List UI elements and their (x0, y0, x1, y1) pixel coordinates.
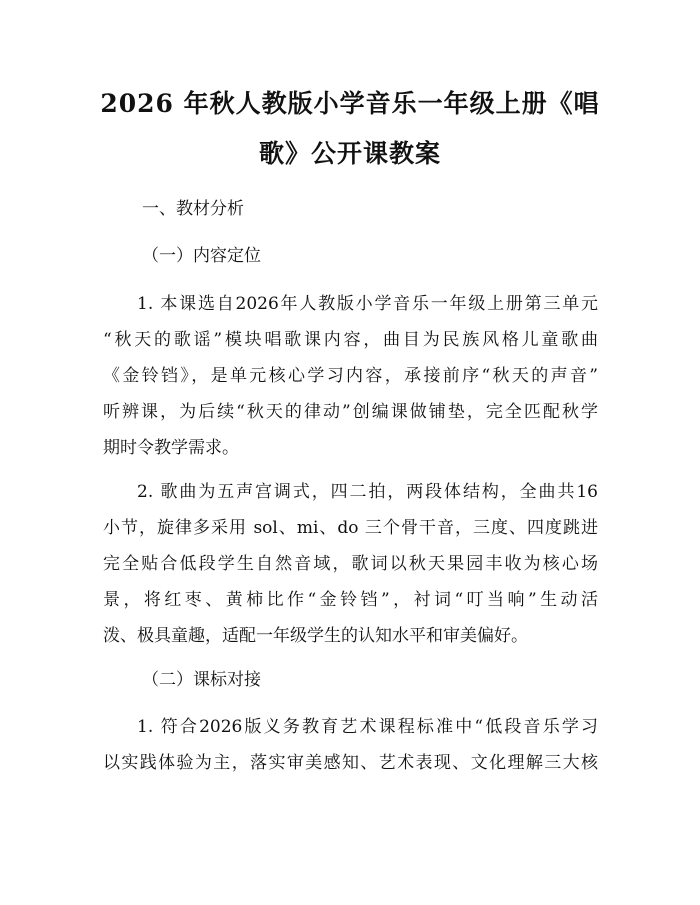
paragraph-1-line-2: “秋天的歌谣”模块唱歌课内容，曲目为民族风格儿童歌曲 (103, 330, 598, 350)
document-title-line-2: 歌》公开课教案 (258, 139, 441, 168)
paragraph-3-line-2: 以实践体验为主，落实审美感知、艺术表现、文化理解三大核 (103, 753, 598, 773)
subsection-heading-content-positioning: （一）内容定位 (142, 246, 261, 266)
paragraph-2-line-1: 2. 歌曲为五声宫调式，四二拍，两段体结构，全曲共16 (137, 482, 598, 502)
paragraph-1-line-5: 期时令教学需求。 (103, 438, 239, 458)
paragraph-3-line-1: 1. 符合2026版义务教育艺术课程标准中“低段音乐学习 (137, 717, 598, 737)
paragraph-1-line-3: 《金铃铛》，是单元核心学习内容，承接前序“秋天的声音” (103, 366, 598, 386)
paragraph-2-line-5: 泼、极具童趣，适配一年级学生的认知水平和审美偏好。 (103, 626, 528, 646)
section-heading-textbook-analysis: 一、教材分析 (142, 199, 244, 219)
subsection-heading-curriculum-alignment: （二）课标对接 (142, 670, 261, 690)
paragraph-2-line-3: 完全贴合低段学生自然音域，歌词以秋天果园丰收为核心场 (103, 554, 598, 574)
paragraph-2-line-4: 景，将红枣、黄柿比作“金铃铛”，衬词“叮当响”生动活 (103, 590, 598, 610)
paragraph-2-line-2: 小节，旋律多采用 sol、mi、do 三个骨干音，三度、四度跳进 (103, 518, 598, 538)
document-title-line-1: 2026 年秋人教版小学音乐一年级上册《唱 (100, 89, 600, 118)
paragraph-1-line-4: 听辨课，为后续“秋天的律动”创编课做铺垫，完全匹配秋学 (103, 402, 598, 422)
paragraph-1-line-1: 1. 本课选自2026年人教版小学音乐一年级上册第三单元 (137, 294, 598, 314)
